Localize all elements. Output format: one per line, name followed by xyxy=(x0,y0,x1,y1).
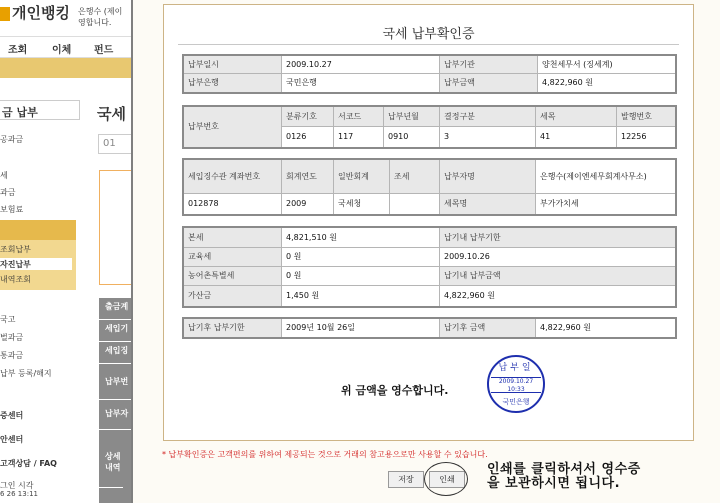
table-row xyxy=(184,56,675,74)
left-menu-item[interactable]: 국고 xyxy=(0,315,16,324)
left-submenu-item-active[interactable]: 자진납부 xyxy=(0,260,31,269)
edu-tax-value: 0 원 xyxy=(282,248,440,266)
left-menu-item[interactable]: 공과금 xyxy=(0,135,24,144)
deadline-label: 납기내 납부기한 xyxy=(440,228,675,247)
category-code-value: 0126 xyxy=(282,127,334,147)
tax-type-value xyxy=(390,194,440,214)
penalty-value: 1,450 원 xyxy=(282,286,440,306)
taxpayer-name-value: 은행수(제이엔세무회계사무소) xyxy=(536,160,675,193)
base-tax-label: 본세 xyxy=(184,228,282,247)
decision-type-header: 결정구분 xyxy=(440,107,536,126)
account-type-value: 국세청 xyxy=(334,194,390,214)
content-table-header: 상세 내역 xyxy=(99,448,123,488)
taxpayer-name-label: 납부자명 xyxy=(440,160,536,193)
category-code-header: 분류기호 xyxy=(282,107,334,126)
print-highlight-circle xyxy=(424,462,468,496)
after-amount-label: 납기후 금액 xyxy=(440,319,536,337)
bank-logo[interactable]: 개인뱅킹 xyxy=(0,2,70,23)
fiscal-year-value: 2009 xyxy=(282,194,334,214)
agency-value: 양천세무서 (징세계) xyxy=(538,56,675,73)
amount-value: 4,822,960 원 xyxy=(538,74,675,92)
office-code-header: 서코드 xyxy=(334,107,384,126)
issue-number-header: 발행번호 xyxy=(617,107,675,126)
content-title: 국세 xyxy=(97,105,126,123)
after-deadline-group xyxy=(182,317,677,339)
rural-tax-label: 농어촌특별세 xyxy=(184,267,282,285)
edu-tax-label: 교육세 xyxy=(184,248,282,266)
table-row xyxy=(184,248,675,267)
left-menu-item[interactable]: 증센터 xyxy=(0,411,24,420)
stamp-date: 2009.10.27 xyxy=(498,378,534,385)
left-menu-item[interactable]: 통과금 xyxy=(0,351,24,360)
user-greeting: 은행수 (제이 영합니다. xyxy=(78,7,123,27)
payment-number-label: 납부번호 xyxy=(184,107,282,147)
stamp-time: 10:33 xyxy=(507,386,525,393)
left-menu-item[interactable]: 고객상담 / FAQ xyxy=(0,459,57,468)
in-term-amount-value: 4,822,960 원 xyxy=(440,286,675,306)
tax-breakdown-group xyxy=(182,226,677,308)
content-table-header: 납부번 xyxy=(99,364,133,400)
print-button[interactable]: 인쇄 xyxy=(429,471,465,488)
payment-month-value: 0910 xyxy=(384,127,440,147)
in-term-amount-label: 납기내 납부금액 xyxy=(440,267,675,285)
top-nav xyxy=(0,36,136,58)
general-account-header: 일반회계 xyxy=(334,160,390,193)
table-row xyxy=(184,228,675,248)
issue-number-value: 12256 xyxy=(617,127,675,147)
left-submenu-item[interactable]: 조회납부 xyxy=(0,245,31,254)
agency-label: 납부기관 xyxy=(440,56,538,73)
bank-label: 납부은행 xyxy=(184,74,282,92)
penalty-label: 가산금 xyxy=(184,286,282,306)
content-table-header: 세입기 xyxy=(99,320,133,342)
tax-item-name-label: 세목명 xyxy=(440,194,536,214)
collector-account-label: 세입징수관 계좌번호 xyxy=(184,160,282,193)
content-table-header: 출금계 xyxy=(99,298,133,320)
tax-item-header: 세목 xyxy=(536,107,617,126)
table-row xyxy=(282,107,675,127)
table-row xyxy=(184,74,675,92)
tax-type-header: 조세 xyxy=(390,160,440,193)
table-row xyxy=(184,267,675,286)
nav-item-fund[interactable]: 펀드 xyxy=(94,45,114,56)
receipt-title: 국세 납부확인증 xyxy=(382,27,475,42)
left-submenu-item[interactable]: 내역조회 xyxy=(0,275,31,284)
table-row xyxy=(184,194,675,214)
logo-mark-icon xyxy=(0,7,10,21)
payment-month-header: 납부년월 xyxy=(384,107,440,126)
left-menu-item[interactable]: 보험료 xyxy=(0,205,24,214)
payment-info-group xyxy=(182,54,677,94)
stamp-band xyxy=(491,377,541,393)
payment-number-group xyxy=(182,105,677,149)
table-row xyxy=(282,127,675,147)
fiscal-year-header: 회계연도 xyxy=(282,160,334,193)
nav-sub-bar xyxy=(0,58,136,78)
base-tax-value: 4,821,510 원 xyxy=(282,228,440,247)
tax-item-name-value: 부가가치세 xyxy=(536,194,675,214)
stamp-bank: 국민은행 xyxy=(502,398,530,406)
rural-tax-value: 0 원 xyxy=(282,267,440,285)
login-time-label: 그인 시각 xyxy=(0,481,34,490)
content-table-header: 납부자 xyxy=(99,400,133,430)
stamp-top-text: 납부일 xyxy=(498,363,534,373)
payment-date-value: 2009.10.27 xyxy=(282,56,440,73)
receipt-statement: 위 금액을 영수합니다. xyxy=(341,384,449,397)
tax-item-value: 41 xyxy=(536,127,617,147)
receipt-notice: * 납부확인증은 고객편의를 위하여 제공되는 것으로 거래의 참고용으로만 사용할 수 있습니다. xyxy=(162,450,488,459)
left-menu-title: 금 납부 xyxy=(0,100,80,120)
login-time-value: 6 26 13:11 xyxy=(0,490,38,498)
nav-item-transfer[interactable]: 이체 xyxy=(52,45,72,56)
bank-value: 국민은행 xyxy=(282,74,440,92)
left-menu-item[interactable]: 안센터 xyxy=(0,435,24,444)
payment-date-label: 납부일시 xyxy=(184,56,282,73)
payment-stamp-icon xyxy=(487,355,545,413)
after-deadline-label: 납기후 납부기한 xyxy=(184,319,282,337)
left-menu-item[interactable]: 납부 등록/해지 xyxy=(0,369,52,378)
receipt-popup-window xyxy=(131,0,720,503)
content-table xyxy=(99,298,133,503)
left-submenu-header xyxy=(0,220,76,240)
left-menu-item[interactable]: 과금 xyxy=(0,188,16,197)
table-row xyxy=(184,319,675,337)
print-instruction-callout: 인쇄를 클릭하셔서 영수증 을 보관하시면 됩니다. xyxy=(487,462,641,491)
content-box xyxy=(99,170,134,285)
after-amount-value: 4,822,960 원 xyxy=(536,319,675,337)
after-deadline-value: 2009년 10월 26일 xyxy=(282,319,440,337)
amount-label: 납부금액 xyxy=(440,74,538,92)
decision-type-value: 3 xyxy=(440,127,536,147)
nav-item-inquiry[interactable]: 조회 xyxy=(8,45,28,56)
left-menu-item[interactable]: 세 xyxy=(0,171,8,180)
account-number-value: 012878 xyxy=(184,194,282,214)
deadline-value: 2009.10.26 xyxy=(440,248,675,266)
office-code-value: 117 xyxy=(334,127,384,147)
receipt-panel xyxy=(163,4,694,441)
title-divider xyxy=(178,44,679,45)
account-group xyxy=(182,158,677,216)
left-menu-item[interactable]: 벌과금 xyxy=(0,333,24,342)
table-row xyxy=(184,160,675,194)
save-button[interactable]: 저장 xyxy=(388,471,424,488)
content-table-header: 세입징 xyxy=(99,342,133,364)
table-row xyxy=(184,286,675,306)
content-select[interactable]: 01 xyxy=(98,134,132,154)
